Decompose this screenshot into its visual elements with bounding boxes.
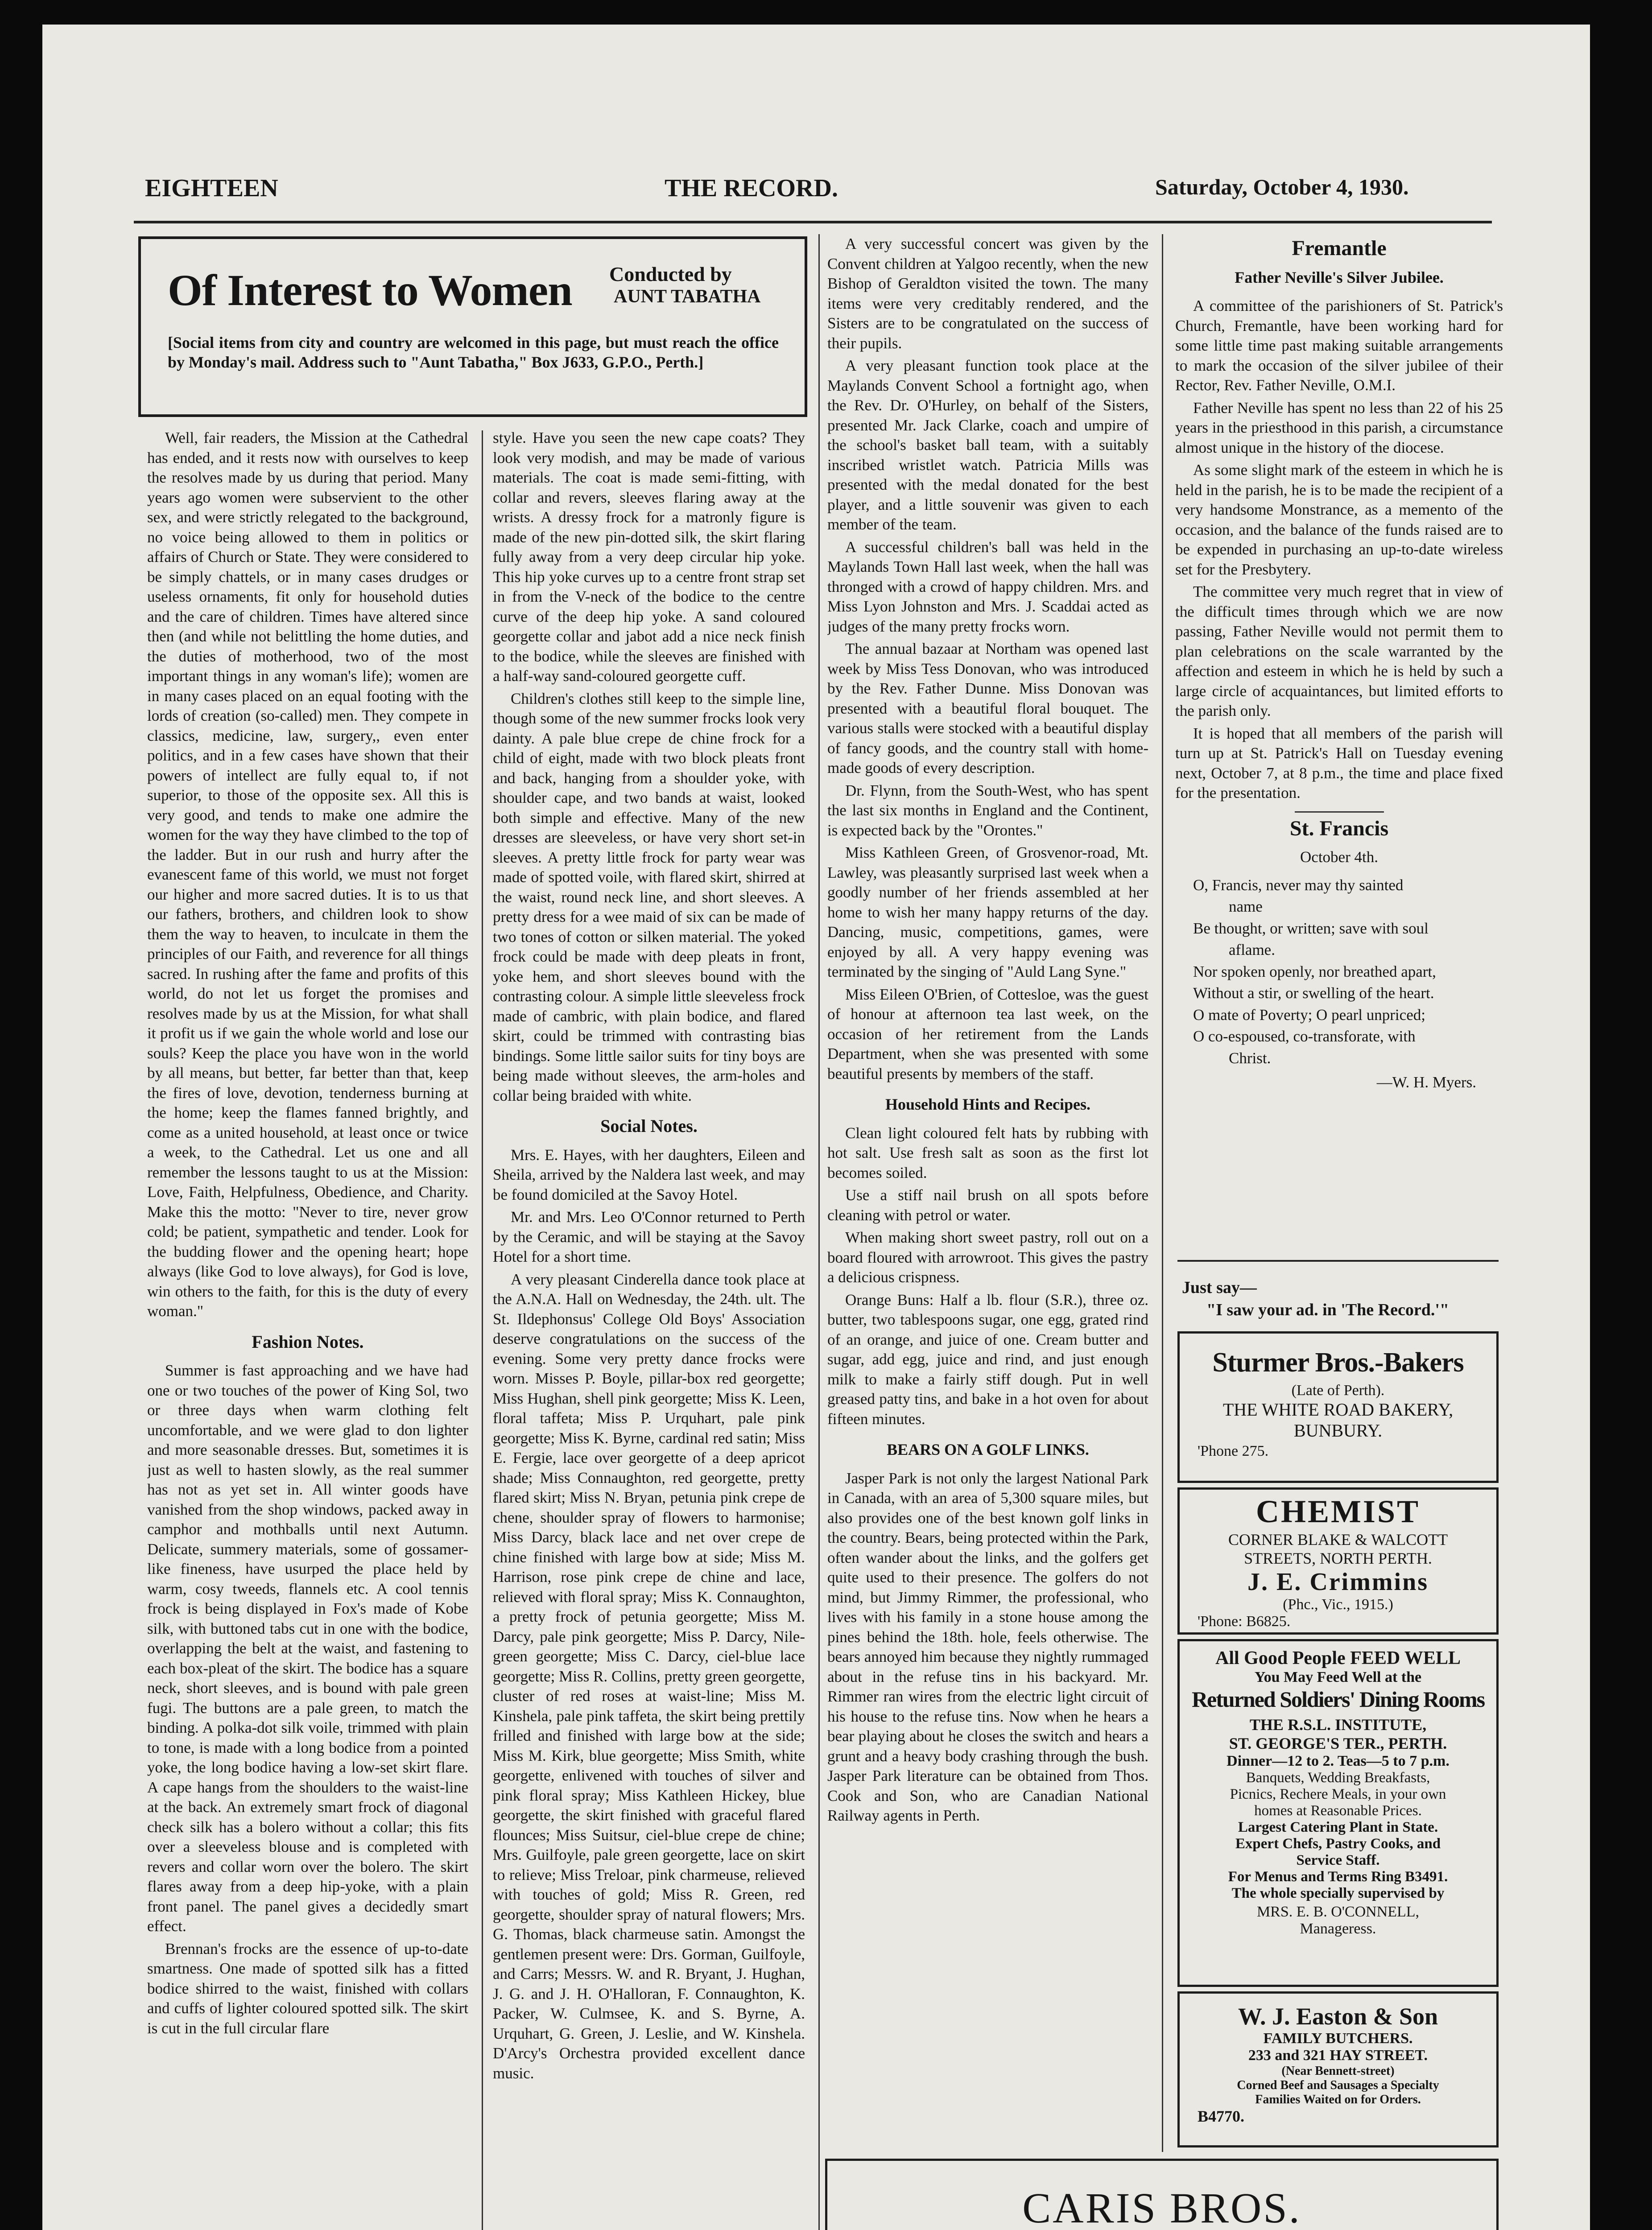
- poem-author: —W. H. Myers.: [1376, 1074, 1476, 1091]
- bears-golf-heading: BEARS ON A GOLF LINKS.: [887, 1441, 1089, 1458]
- maylands-convent-paragraph: A very pleasant function took place at the Maylands Convent School a fortnight ago, when the Rev. Dr. O'Hurley, on behalf of the Sisters, presented Mr. Jack Clarke, coach and umpire of the school's basket ball team, with a suitably inscribed wristlet watch. Patricia Mills was presented with the medal donated for the best player, and a little souvenir was given to each member of the team.: [827, 357, 1148, 533]
- eileen-obrien-paragraph: Miss Eileen O'Brien, of Cottesloe, was the guest of honour at afternoon tea last week, on the occasion of her retirement from the Lands Department, when she was presented with some beautiful presents by members of the staff.: [827, 985, 1148, 1082]
- masthead-rule: [134, 221, 1492, 223]
- section-title: Of Interest to Women: [168, 265, 572, 315]
- st-francis-date: October 4th.: [1300, 848, 1378, 866]
- bears-golf-article: Jasper Park is not only the largest National Park in Canada, with an area of 5,300 square miles, but also provides one of the best known golf links in the country. Bears, being protected within the Park, often wander about the links, and the golfers get quite used to their presence. The golfers do not mind, but Jimmy Rimmer, the professional, who lives with his family in a stone house among the pines behind the 18th. hole, feels otherwise. The bears annoyed him because they nightly rummaged about in the refuse tins in his backyard. Mr. Rimmer ran wires from the electric light circuit of his house to the refuse tins. Now when he hears a bear playing about he closes the switch and hears a grunt and a heavy body crashing through the bush. Jasper Park literature can be obtained from Thos. Cook and Son, who are Canadian National Railway agents in Perth.: [827, 1469, 1148, 1824]
- caris-bros-ad: [825, 2159, 1499, 2230]
- poem-line: O, Francis, never may thy sainted: [1193, 876, 1404, 894]
- section-divider: [1295, 811, 1384, 813]
- ad-text: (Near Bennett-street): [1281, 2064, 1395, 2078]
- saw-your-ad-slogan: "I saw your ad. in 'The Record.'": [1206, 1301, 1449, 1319]
- poem-line: name: [1229, 898, 1263, 915]
- ad-hours: Dinner—12 to 2. Teas—5 to 7 p.m.: [1227, 1753, 1450, 1769]
- column-1: [147, 428, 468, 2230]
- ad-text: homes at Reasonable Prices.: [1254, 1803, 1422, 1819]
- conducted-by-label: Conducted by: [609, 263, 732, 285]
- fashion-notes-continued: style. Have you seen the new cape coats? They look very modish, and may be made of various materials. The coat is made semi-fitting, with collar and revers, sleeves flaring away at the wrists. A dressy frock for a matronly figure is made of the new pin-dotted silk, the skirt flaring fully away from a very deep circular hip yoke. This hip yoke curves up to a centre front strap set in from the V-neck of the bodice to the centre curve of the deep hip yoke. A sand coloured georgette collar and jabot add a nice neck finish to the bodice, while the sleeves are finished with a half-way sand-coloured georgette cuff.: [493, 429, 805, 685]
- ad-text: (Late of Perth).: [1291, 1382, 1385, 1399]
- poem-line: O co-espoused, co-transforate, with: [1193, 1028, 1416, 1045]
- sturmer-bakers-ad: [1177, 1331, 1499, 1483]
- column-divider: [482, 430, 483, 2230]
- orange-buns-recipe: Orange Buns: Half a lb. flour (S.R.), three oz. butter, two tablespoons sugar, one egg, grated rind of an orange, and juice of one. Cream butter and sugar, add egg, juice and rind, and just enough milk to make a fairly stiff dough. Put in well greased patty tins, and bake in a hot oven for about fifteen minutes.: [827, 1291, 1148, 1428]
- st-francis-heading: St. Francis: [1289, 816, 1389, 840]
- mission-article: Well, fair readers, the Mission at the Cathedral has ended, and it rests now with ourselves to keep the resolves made by us during that period. Many years ago women were subservient to the other sex, and were strictly relegated to the background, no voice being allowed to them in politics or affairs of Church or State. They were considered to be simply chattels, or in many cases drudges or useless ornaments, fit only for household duties and the care of children. Times have altered since then (and while not belittling the home duties, and the duties of motherhood, two of the most important things in any woman's life); women are in many cases placed on an equal footing with the lords of creation (so-called) men. They compete in classics, medicine, law, surgery,, even enter politics, and in a few cases have shown that their powers of intellect are fully equal to, if not superior, to those of the opposite sex. All this is very good, and tends to make one admire the women for the way they have climbed to the top of the ladder. But in our rush and hurry after the evanescent fame of this world, we must not forget our higher and more sacred duties. It is to us that our fathers, brothers, and children look to show them the way to heaven, to inculcate in them the principles of our Faith, and reverence for all things sacred. In rushing after the fame and profits of this world, do not let us forget the promises and resolves made by us at the Mission, for what shall it profit us if we gain the whole world and lose our souls? Keep the place you have won in the world by all means, but better, far better than that, keep the fires of love, devotion, tenderness burning at the home; keep the flames fanned brightly, and come as a united household, at least once or twice a week, to the Cathedral. Let us one and all remember the lessons taught to us at the Mission: Love, Faith, Helpfulness, Obedience, and Charity. Make this the motto: "Never to tire, never grow cold; be patient, sympathetic and tender. Look for the budding flower and the opening heart; hope always (like God to love always), for God is love, win others to the faith, for this is the duty of every woman.": [147, 429, 468, 1320]
- fashion-notes-paragraph: Summer is fast approaching and we have had one or two touches of the power of King Sol, two or three days when warm clothing felt uncomfortable, and we were glad to don lighter and more seasonable dresses. But, sometimes it is just as well to hasten slowly, as the real summer has not as yet set in. All winter goods have vanished from the shop windows, packed away in camphor and mothballs until next Autumn. Delicate, summery materials, some of gossamer-like fineness, have usurped the place held by warm, cosy tweeds, flannels etc. A cool tennis frock is being displayed in Fox's made of Kobe silk, with buttoned tabs cut in one with the bodice, overlapping the belt at the waist, and fastening to each box-pleat of the skirt. The bodice has a square neck, short sleeves, and is bound with pale green fugi. The buttons are a pale green, to match the binding. A polka-dot silk voile, trimmed with plain to tone, is made with a long bodice from a pointed yoke, the long bodice having a low-set skirt flare. A cape hangs from the shoulders to the waist-line at the back. An extremely smart frock of diagonal check silk has a bolero without a collar; this fits over a sleeveless blouse and is completed with revers and collar worn over the bolero. The skirt flares away from a deep hip-yoke, with a plain front panel. The panel gives a decidedly smart effect.: [147, 1362, 468, 1935]
- poem-line: aflame.: [1229, 941, 1275, 958]
- ad-business-name: W. J. Easton & Son: [1238, 2003, 1438, 2030]
- ad-text: Largest Catering Plant in State.: [1238, 1819, 1438, 1835]
- jubilee-heading: Father Neville's Silver Jubilee.: [1235, 268, 1444, 286]
- ad-text: Picnics, Rechere Meals, in your own: [1230, 1786, 1446, 1802]
- ad-text: CORNER BLAKE & WALCOTT: [1228, 1531, 1448, 1549]
- ad-text: Service Staff.: [1296, 1852, 1380, 1868]
- column-divider: [818, 234, 820, 2230]
- jubilee-paragraph: The committee very much regret that in view of the difficult times through which we are now passing, Father Neville would not permit them to plan celebrations on the scale warranted by the affection and esteem in which he is held by such a large circle of acquaintances, but limited efforts to the parish only.: [1175, 583, 1503, 719]
- issue-date: Saturday, October 4, 1930.: [1155, 174, 1409, 199]
- ad-business-name: Sturmer Bros.-Bakers: [1212, 1347, 1464, 1378]
- dr-flynn-paragraph: Dr. Flynn, from the South-West, who has spent the last six months in England and the Continent, is expected back by the "Orontes.": [827, 781, 1148, 839]
- ad-text: STREETS, NORTH PERTH.: [1244, 1549, 1432, 1567]
- just-say-label: Just say—: [1182, 1278, 1257, 1297]
- jubilee-paragraph: Father Neville has spent no less than 22 of his 25 years in the priesthood in this parish, a circumstance almost unique in the history of the diocese.: [1175, 399, 1503, 456]
- paper-name: THE RECORD.: [665, 174, 838, 202]
- page-number: EIGHTEEN: [145, 174, 278, 202]
- ad-phone: 'Phone: B6825.: [1198, 1613, 1291, 1630]
- poem-line: O mate of Poverty; O pearl unpriced;: [1193, 1006, 1425, 1024]
- column-divider: [1162, 234, 1163, 2152]
- newspaper-page: [42, 25, 1590, 2230]
- poem-line: Be thought, or written; save with soul: [1193, 919, 1429, 937]
- ad-business-name: CARIS BROS.: [1022, 2184, 1301, 2230]
- household-hint: When making short sweet pastry, roll out on a board floured with arrowroot. This gives the pastry a delicious crispness.: [827, 1229, 1148, 1286]
- household-hints-heading: Household Hints and Recipes.: [885, 1095, 1091, 1113]
- women-section-header: [138, 236, 807, 417]
- social-note: Mr. and Mrs. Leo O'Connor returned to Perth by the Ceramic, and will be staying at the Savoy Hotel for a short time.: [493, 1208, 805, 1265]
- household-hint: Use a stiff nail brush on all spots before cleaning with petrol or water.: [827, 1186, 1148, 1224]
- poem-line: Christ.: [1229, 1049, 1271, 1067]
- poem-line: Nor spoken openly, nor breathed apart,: [1193, 962, 1436, 980]
- ad-text: You May Feed Well at the: [1254, 1669, 1422, 1685]
- fashion-notes-paragraph: Brennan's frocks are the essence of up-to-date smartness. One made of spotted silk has a fitted bodice shirred to the waist, finished with collars and cuffs of lighter coloured spotted silk. The skirt is cut in the full circular flare: [147, 1940, 468, 2037]
- ad-phone: B4770.: [1198, 2107, 1245, 2125]
- ad-text: Manageress.: [1300, 1920, 1376, 1937]
- fremantle-heading: Fremantle: [1292, 236, 1387, 260]
- social-note: A very pleasant Cinderella dance took place at the A.N.A. Hall on Wednesday, the 24th. ult. The St. Ildephonsus' College Old Boys' Association deserve congratulations on the success of the evening. Some very pretty dance frocks were worn. Misses P. Boyle, pillar-box red georgette; Miss Hughan, shell pink georgette; Miss K. Leen, floral taffeta; Miss P. Urquhart, pale pink georgette; Miss K. Byrne, cardinal red satin; Miss E. Fergie, lace over georgette of a deep apricot shade; Miss Connaughton, red georgette, pretty flared skirt; Miss N. Bryan, petunia pink crepe de chene, shoulder spray of flowers to harmonise; Miss Darcy, black lace and net over crepe de chine finished with large bow at side; Miss M. Harrison, rose pink crepe de chine and lace, relieved with floral spray; Miss K. Connaughton, a pretty frock of petunia georgette; Miss M. Darcy, pale pink georgette; Miss P. Darcy, Nile-green georgette; Miss C. Darcy, ciel-blue lace georgette; Miss R. Collins, pretty green georgette, cluster of red roses at waist-line; Miss M. Kinshela, pale pink taffeta, the skirt being prettily frilled and finished with large bow at the side; Miss M. Kirk, blue georgette; Miss Smith, white georgette, enlivened with touches of silver and pink floral spray; Miss Kathleen Hickey, blue georgette, the skirt finished with graceful flared flounces; Miss Suitsur, ciel-blue crepe de chine; Mrs. Guilfoyle, pale green georgette, lace on skirt to relieve; Miss Treloar, pink charmeuse, relieved with touches of gold; Miss R. Green, red georgette, shoulder spray of natural flowers; Mrs. G. Thomas, black charmeuse satin. Amongst the gentlemen present were: Drs. Gorman, Guilfoyle, and Carrs; Messrs. W. and R. Bryant, J. Hughan, J. G. and J. H. O'Halloran, F. Connaughton, K. Packer, W. Culmsee, K. and S. Byrne, A. Urquhart, G. Green, J. Leslie, and W. Kinshela. D'Arcy's Orchestra provided excellent dance music.: [493, 1270, 805, 2082]
- childrens-clothes-paragraph: Children's clothes still keep to the simple line, though some of the new summer frocks look very dainty. A pale blue crepe de chine frock for a child of eight, made with two block pleats front and back, hanging from a shoulder yoke, with shoulder cape, and two bands at waist, looked both simple and effective. Many of the new dresses are sleeveless, or have very short set-in sleeves. A pretty little frock for party wear was made of spotted voile, with flared skirt, shirred at the waist, round neck line, and short sleeves. A pretty dress for a wee maid of six can be made of two tones of cotton or silken material. The yoked frock could be made with deep pleats in front, yoke hem, and short sleeves bound with the contrasting colour. A simple little sleeveless frock made of cambric, with plain bodice, and flared skirt, could be trimmed with contrasting bias bindings. Some little sailor suits for tiny boys are being made without sleeves, the arm-holes and collar being braided with white.: [493, 690, 805, 1104]
- ad-text: All Good People FEED WELL: [1215, 1648, 1461, 1668]
- column-4: [1175, 234, 1503, 1340]
- ad-text: Banquets, Wedding Breakfasts,: [1246, 1770, 1430, 1786]
- ad-text: THE WHITE ROAD BAKERY,: [1222, 1400, 1454, 1420]
- ad-text: (Phc., Vic., 1915.): [1283, 1596, 1393, 1613]
- ad-text: BUNBURY.: [1293, 1421, 1383, 1441]
- chemist-ad: [1177, 1487, 1499, 1635]
- ad-text: Expert Chefs, Pastry Cooks, and: [1235, 1836, 1441, 1852]
- jubilee-paragraph: As some slight mark of the esteem in which he is held in the parish, he is to be made the recipient of a very handsome Monstrance, as a memento of the occasion, and the balance of the funds raised are to be expended in purchasing an up-to-date wireless set for the Presbytery.: [1175, 461, 1503, 578]
- st-francis-poem: [1175, 875, 1503, 1069]
- fashion-notes-heading: Fashion Notes.: [252, 1331, 364, 1352]
- northam-bazaar-paragraph: The annual bazaar at Northam was opened last week by Miss Tess Donovan, who was introduced by the Rev. Father Dunne. Miss Donovan was presented with a beautiful floral bouquet. The various stalls were stocked with a beautiful display of fancy goods, and the country stall with home-made goods of every description.: [827, 640, 1148, 776]
- author-name: AUNT TABATHA: [614, 286, 761, 307]
- ad-business-name: Returned Soldiers' Dining Rooms: [1191, 1687, 1485, 1712]
- poem-line: Without a stir, or swelling of the heart.: [1193, 984, 1434, 1002]
- ad-text: 233 and 321 HAY STREET.: [1248, 2047, 1428, 2064]
- ad-manager: MRS. E. B. O'CONNELL,: [1256, 1904, 1420, 1920]
- ad-phone: 'Phone 275.: [1198, 1443, 1269, 1459]
- ad-business-name: J. E. Crimmins: [1247, 1568, 1429, 1596]
- jubilee-paragraph: It is hoped that all members of the parish will turn up at St. Patrick's Hall on Tuesday evening next, October 7, at 8 p.m., the time and place fixed for the presentation.: [1175, 724, 1503, 801]
- column-3: [827, 234, 1148, 2152]
- column-2: [493, 428, 805, 2230]
- butchers-ad: [1177, 1991, 1499, 2147]
- social-notes-heading: Social Notes.: [600, 1116, 698, 1136]
- ad-title: CHEMIST: [1256, 1494, 1421, 1529]
- ad-text: The whole specially supervised by: [1231, 1885, 1445, 1901]
- kathleen-green-paragraph: Miss Kathleen Green, of Grosvenor-road, Mt. Lawley, was pleasantly surprised last week when a goodly number of her friends assembled at her home to wish her many happy returns of the day. Dancing, music, competitions, games, were enjoyed by all. A very happy evening was terminated by the singing of "Auld Lang Syne.": [827, 844, 1148, 980]
- section-divider: [1177, 1260, 1499, 1262]
- yalgoo-concert-paragraph: A very successful concert was given by the Convent children at Yalgoo recently, when the new Bishop of Geraldton visited the town. The many items were very creditably rendered, and the Sisters are to be congratulated on the success of their pupils.: [827, 235, 1148, 352]
- jubilee-paragraph: A committee of the parishioners of St. Patrick's Church, Fremantle, have been working hard for some little time past making suitable arrangements to mark the occasion of the silver jubilee of their Rector, Rev. Father Neville, O.M.I.: [1175, 297, 1503, 394]
- submission-notice: [Social items from city and country are welcomed in this page, but must reach the office by Monday's mail. Address such to "Aunt Tabatha," Box J633, G.P.O., Perth.]: [168, 334, 779, 371]
- childrens-ball-paragraph: A successful children's ball was held in the Maylands Town Hall last week, when the hall was thronged with a crowd of happy children. Mrs. and Miss Lyon Johnston and Mrs. J. Scaddai acted as judges of the many pretty frocks worn.: [827, 538, 1148, 635]
- ad-text: FAMILY BUTCHERS.: [1263, 2030, 1413, 2047]
- household-hint: Clean light coloured felt hats by rubbing with hot salt. Use fresh salt as soon as the first lot becomes soiled.: [827, 1124, 1148, 1181]
- ad-text: ST. GEORGE'S TER., PERTH.: [1229, 1734, 1447, 1752]
- ad-text: Corned Beef and Sausages a Specialty: [1237, 2078, 1439, 2092]
- ad-text: THE R.S.L. INSTITUTE,: [1249, 1716, 1427, 1734]
- ad-text: For Menus and Terms Ring B3491.: [1228, 1869, 1448, 1885]
- social-note: Mrs. E. Hayes, with her daughters, Eileen and Sheila, arrived by the Naldera last week, and may be found domiciled at the Savoy Hotel.: [493, 1146, 805, 1203]
- ad-text: Families Waited on for Orders.: [1255, 2093, 1421, 2106]
- dining-rooms-ad: [1177, 1639, 1499, 1987]
